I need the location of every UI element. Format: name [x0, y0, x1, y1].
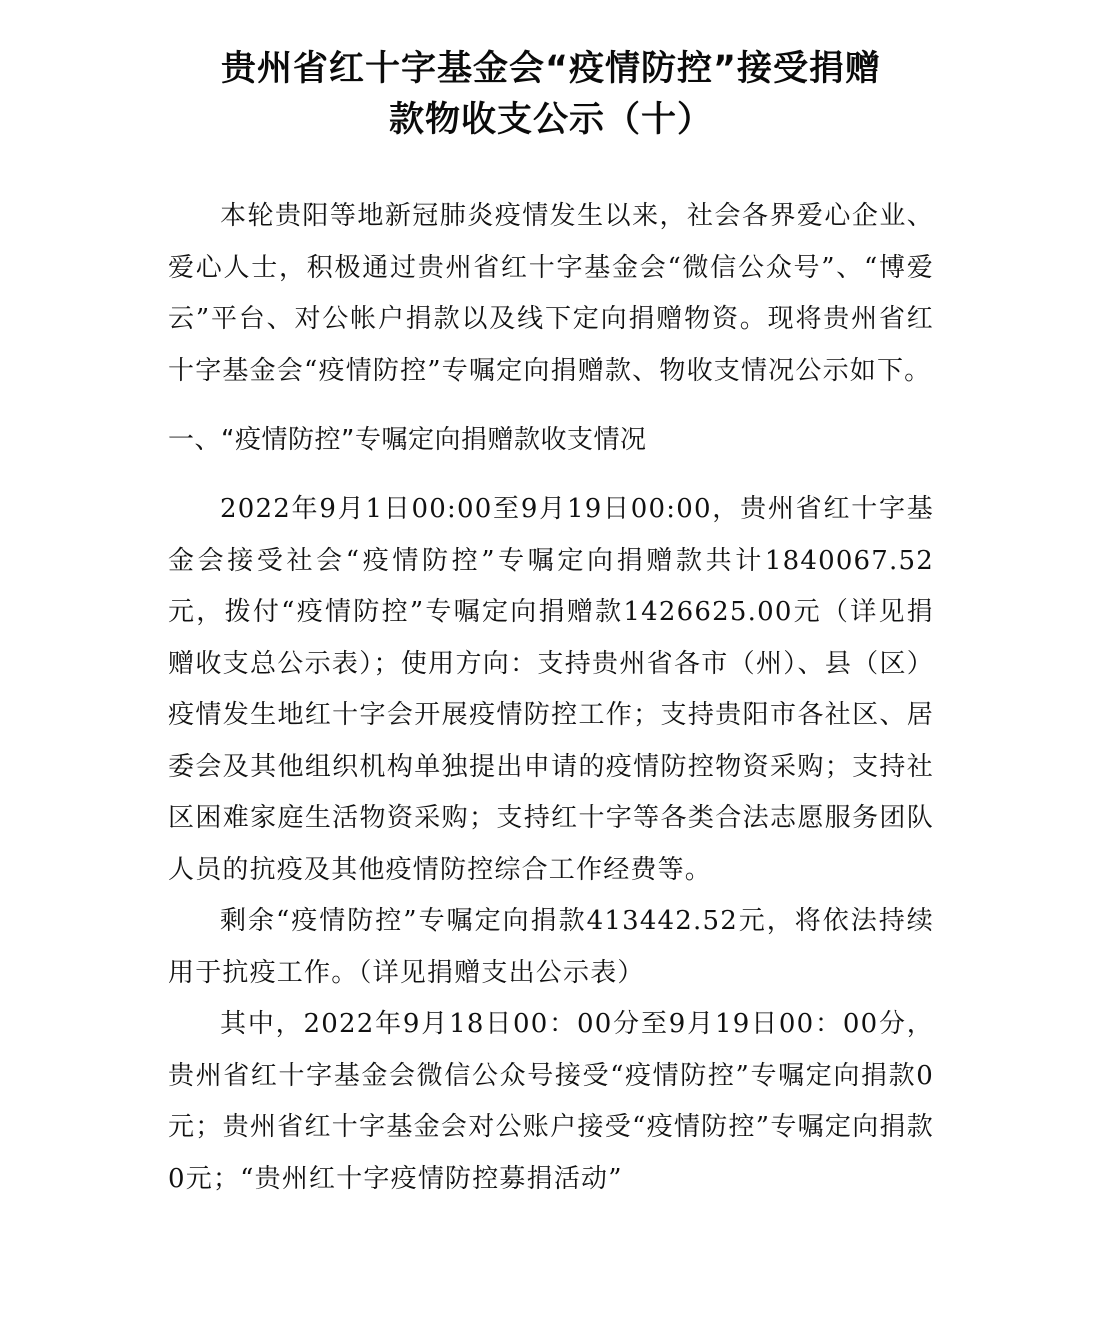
- document-page: [168, 0, 934, 1205]
- section-heading: 一、“疫情防控”专嘱定向捐赠款收支情况: [168, 425, 647, 455]
- daily-detail-paragraph: 其中，2022年9月18日00：00分至9月19日00：00分，贵州省红十字基金会微信公众号接受“疫情防控”专嘱定向捐款0元；贵州省红十字基金会对公账户接受“疫情防控”专嘱定向捐款0元；“贵州红十字疫情防控募捐活动”: [168, 1009, 934, 1194]
- title-line-2: 款物收支公示（十）: [388, 100, 713, 140]
- remaining-funds-paragraph: 剩余“疫情防控”专嘱定向捐款413442.52元，将依法持续用于抗疫工作。（详见捐赠支出公示表）: [168, 906, 934, 988]
- title-line-1: 贵州省红十字基金会“疫情防控”接受捐赠: [220, 49, 881, 89]
- document-title: [168, 0, 934, 146]
- donation-summary-paragraph: 2022年9月1日00:00至9月19日00:00，贵州省红十字基金会接受社会“疫情防控”专嘱定向捐赠款共计1840067.52元，拨付“疫情防控”专嘱定向捐赠款1426625.00元（详见捐赠收支总公示表）；使用方向：支持贵州省各市（州）、县（区）疫情发生地红十字会开展疫情防控工作；支持贵阳市各社区、居委会及其他组织机构单独提出申请的疫情防控物资采购；支持社区困难家庭生活物资采购；支持红十字等各类合法志愿服务团队人员的抗疫及其他疫情防控综合工作经费等。: [168, 494, 934, 885]
- intro-paragraph: 本轮贵阳等地新冠肺炎疫情发生以来，社会各界爱心企业、爱心人士，积极通过贵州省红十字基金会“微信公众号”、“博爱云”平台、对公帐户捐款以及线下定向捐赠物资。现将贵州省红十字基金会“疫情防控”专嘱定向捐赠款、物收支情况公示如下。: [168, 201, 934, 386]
